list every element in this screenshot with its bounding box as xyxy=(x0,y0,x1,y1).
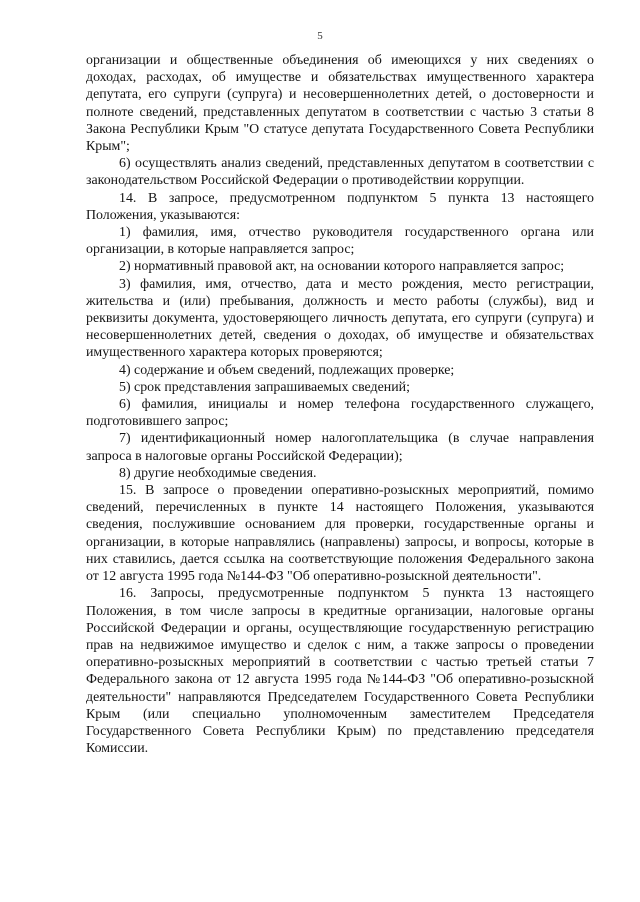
paragraph-14-item-2: 2) нормативный правовой акт, на основании которого направляется запрос; xyxy=(119,259,565,275)
paragraph-section-15: 15. В запросе о проведении оперативно-розыскных мероприятий, помимо сведений, перечисленных в пункте 14 настоящего Положения, указываются сведения, послужившие основанием для проверки, государственные органы и организации, в которые направлялись (направлены) запросы, и вопросы, которые в них ставились, дается ссылка на соответствующие положения Федерального закона от 12 августа 1995 года №144-ФЗ "Об оперативно-розыскной деятельности". xyxy=(86,483,594,585)
paragraph-continuation: организации и общественные объединения об имеющихся у них сведениях о доходах, расходах, об имуществе и обязательствах имущественного характера депутата, его супруги (супруга) и несовершеннолетних детей, о достоверности и полноте сведений, представленных депутатом в соответствии с частью 3 статьи 8 Закона Республики Крым "О статусе депутата Государственного Совета Республики Крым"; xyxy=(86,53,594,155)
paragraph-14-item-8: 8) другие необходимые сведения. xyxy=(119,465,317,481)
paragraph-item-6-analysis: 6) осуществлять анализ сведений, представленных депутатом в соответствии с законодательством Российской Федерации о противодействии коррупции. xyxy=(86,156,594,189)
page-number: 5 xyxy=(317,30,323,42)
paragraph-14-item-6: 6) фамилия, инициалы и номер телефона государственного служащего, подготовившего запрос; xyxy=(86,397,594,430)
paragraph-14-item-7: 7) идентификационный номер налогоплательщика (в случае направления запроса в налоговые органы Российской Федерации); xyxy=(86,431,594,464)
document-body xyxy=(86,52,594,757)
paragraph-14-item-1: 1) фамилия, имя, отчество руководителя государственного органа или организации, в которые направляется запрос; xyxy=(86,225,594,258)
paragraph-section-16: 16. Запросы, предусмотренные подпунктом 5 пункта 13 настоящего Положения, в том числе запросы в кредитные организации, налоговые органы Российской Федерации и органы, осуществляющие государственную регистрацию прав на недвижимое имущество и сделок с ним, а также запросы о проведении оперативно-розыскных мероприятий в соответствии с частью третьей статьи 7 Федерального закона от 12 августа 1995 года №144-ФЗ "Об оперативно-розыскной деятельности" направляются Председателем Государственного Совета Республики Крым (или специально уполномоченным заместителем Председателя Государственного Совета Республики Крым) по представлению председателя Комиссии. xyxy=(86,586,594,757)
paragraph-14-item-5: 5) срок представления запрашиваемых сведений; xyxy=(119,379,410,395)
paragraph-section-14: 14. В запросе, предусмотренном подпунктом 5 пункта 13 настоящего Положения, указываются: xyxy=(86,190,594,223)
paragraph-14-item-3: 3) фамилия, имя, отчество, дата и место рождения, место регистрации, жительства и (или) пребывания, должность и место работы (службы), вид и реквизиты документа, удостоверяющего личность депутата, его супруги (супруга) и несовершеннолетних детей, сведения о доходах, об имуществе и обязательствах имущественного характера которых проверяются; xyxy=(86,276,594,361)
paragraph-14-item-4: 4) содержание и объем сведений, подлежащих проверке; xyxy=(119,362,455,378)
